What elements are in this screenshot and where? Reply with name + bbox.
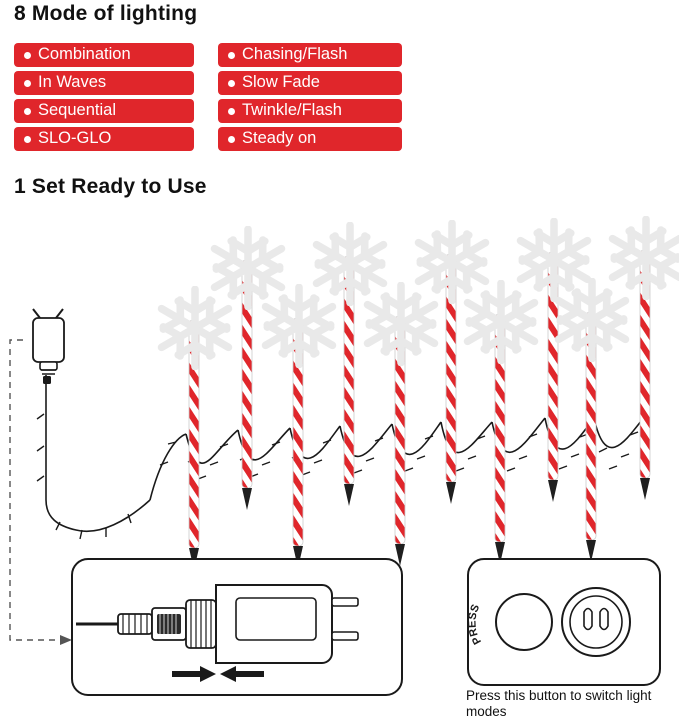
mode-pill-twinkle-flash: [218, 99, 402, 123]
mode-label: Steady on: [242, 128, 317, 147]
mode-label: Twinkle/Flash: [242, 100, 342, 119]
page-title-modes: 8 Mode of lighting: [14, 2, 198, 25]
candy-stake-back-5: [604, 219, 679, 500]
candy-stake-front-3: [359, 285, 443, 566]
mode-label: Chasing/Flash: [242, 44, 348, 63]
bullet-dot-icon: [228, 136, 235, 143]
candy-stake-back-1: [206, 229, 290, 510]
candy-stake-back-4: [512, 221, 596, 502]
mode-label: Slow Fade: [242, 72, 320, 91]
mode-label: Sequential: [38, 100, 116, 119]
mode-label: In Waves: [38, 72, 107, 91]
bullet-dot-icon: [24, 80, 31, 87]
bullet-dot-icon: [228, 108, 235, 115]
bullet-dot-icon: [228, 52, 235, 59]
remote-caption: Press this button to switch light modes: [466, 688, 652, 719]
bullet-dot-icon: [24, 52, 31, 59]
mode-pill-chasing-flash: [218, 43, 402, 67]
power-adapter-icon: [33, 309, 64, 384]
mode-pill-in-waves: [14, 71, 194, 95]
controller-panel: [466, 559, 660, 685]
mode-label: Combination: [38, 44, 131, 63]
candy-stake-front-2: [257, 287, 341, 568]
callout-dashed-line: [10, 340, 60, 640]
plug-detail-panel: [72, 559, 402, 695]
mode-pill-slo-glo: [14, 127, 194, 151]
press-button[interactable]: [496, 594, 552, 650]
mode-pill-combination: [14, 43, 194, 67]
candy-stake-back-3: [410, 223, 494, 504]
bullet-dot-icon: [24, 136, 31, 143]
candy-stake-front-1: [153, 289, 237, 570]
product-illustration: [0, 200, 679, 721]
bullet-dot-icon: [228, 80, 235, 87]
mode-pill-steady-on: [218, 127, 402, 151]
mode-pill-sequential: [14, 99, 194, 123]
page-title-ready: 1 Set Ready to Use: [14, 175, 207, 198]
mode-label: SLO-GLO: [38, 128, 112, 147]
candy-stake-front-5: [550, 281, 634, 562]
callout-arrow-head: [60, 635, 72, 645]
bullet-dot-icon: [24, 108, 31, 115]
mode-pill-slow-fade: [218, 71, 402, 95]
candy-stake-back-2: [308, 225, 392, 506]
press-button-label: PRESS: [466, 602, 485, 647]
candy-stake-front-4: [459, 283, 543, 564]
